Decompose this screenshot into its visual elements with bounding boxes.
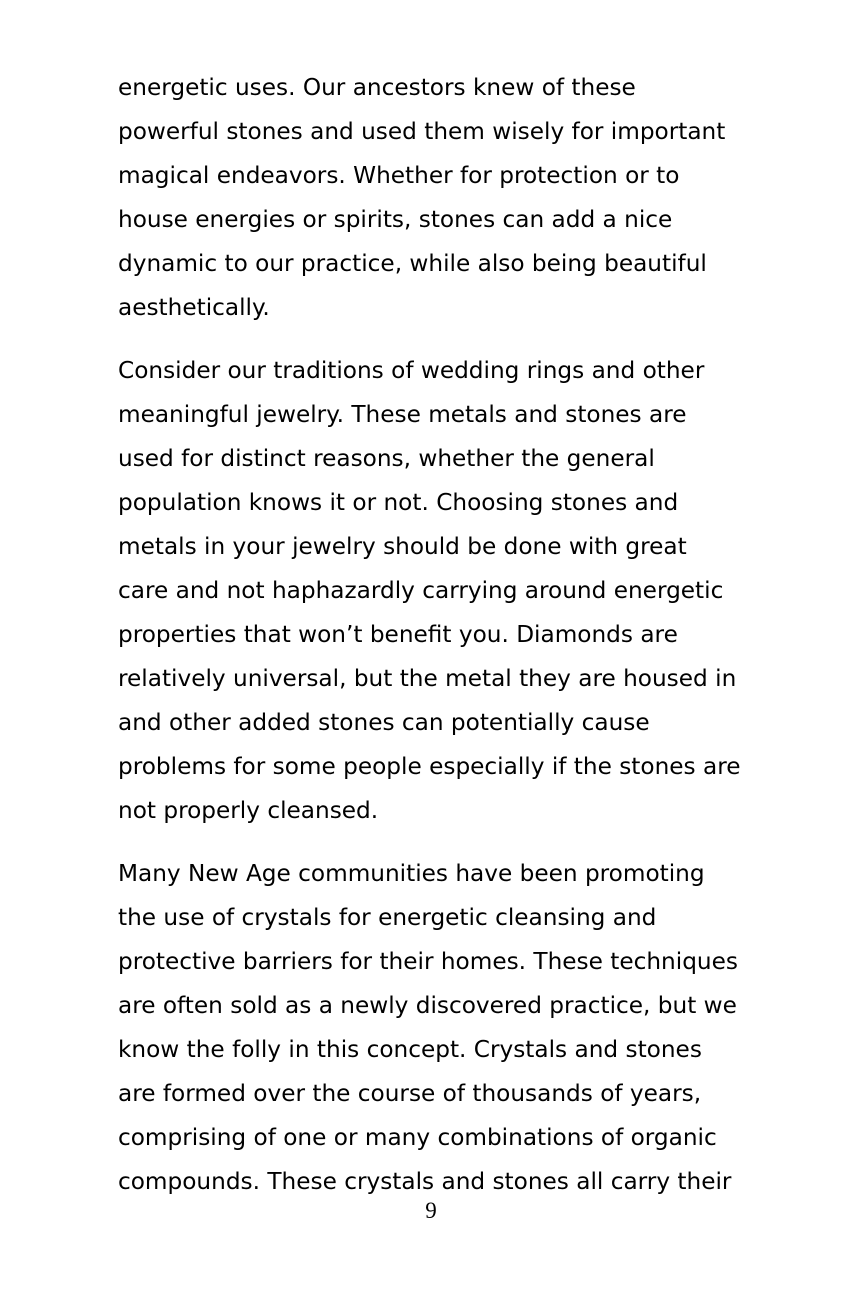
page-number: 9: [425, 1198, 437, 1223]
text-line: house energies or spirits, stones can add a nice: [118, 205, 673, 233]
text-line: meaningful jewelry. These metals and stones are: [118, 401, 687, 429]
text-line: are formed over the course of thousands of years,: [118, 1079, 702, 1107]
text-line: the use of crystals for energetic cleansing and: [118, 904, 657, 932]
text-line: population knows it or not. Choosing stones and: [118, 489, 679, 517]
text-line: Consider our traditions of wedding rings and other: [118, 357, 705, 385]
text-line: properties that won’t benefit you. Diamonds are: [118, 620, 678, 648]
text-line: compounds. These crystals and stones all carry their: [118, 1167, 732, 1195]
text-line: and other added stones can potentially cause: [118, 708, 650, 736]
paragraph-2: [118, 349, 768, 832]
text-line: care and not haphazardly carrying around energetic: [118, 576, 724, 604]
text-line: know the folly in this concept. Crystals and stones: [118, 1036, 702, 1064]
paragraph-3: [118, 852, 768, 1203]
text-line: Many New Age communities have been promoting: [118, 860, 705, 888]
text-line: comprising of one or many combinations of organic: [118, 1123, 717, 1151]
paragraph-1: [118, 66, 768, 329]
text-line: are often sold as a newly discovered practice, but we: [118, 992, 737, 1020]
text-line: dynamic to our practice, while also being beautiful: [118, 249, 707, 277]
text-line: metals in your jewelry should be done with great: [118, 533, 687, 561]
text-line: not properly cleansed.: [118, 796, 379, 824]
body-text: [118, 66, 768, 1224]
text-line: aesthetically.: [118, 293, 270, 321]
text-line: energetic uses. Our ancestors knew of these: [118, 74, 636, 101]
text-line: problems for some people especially if the stones are: [118, 752, 741, 780]
text-line: magical endeavors. Whether for protection or to: [118, 161, 680, 189]
text-line: powerful stones and used them wisely for important: [118, 117, 726, 145]
text-line: used for distinct reasons, whether the general: [118, 445, 655, 473]
text-line: relatively universal, but the metal they are housed in: [118, 664, 737, 692]
text-line: protective barriers for their homes. These techniques: [118, 948, 738, 976]
